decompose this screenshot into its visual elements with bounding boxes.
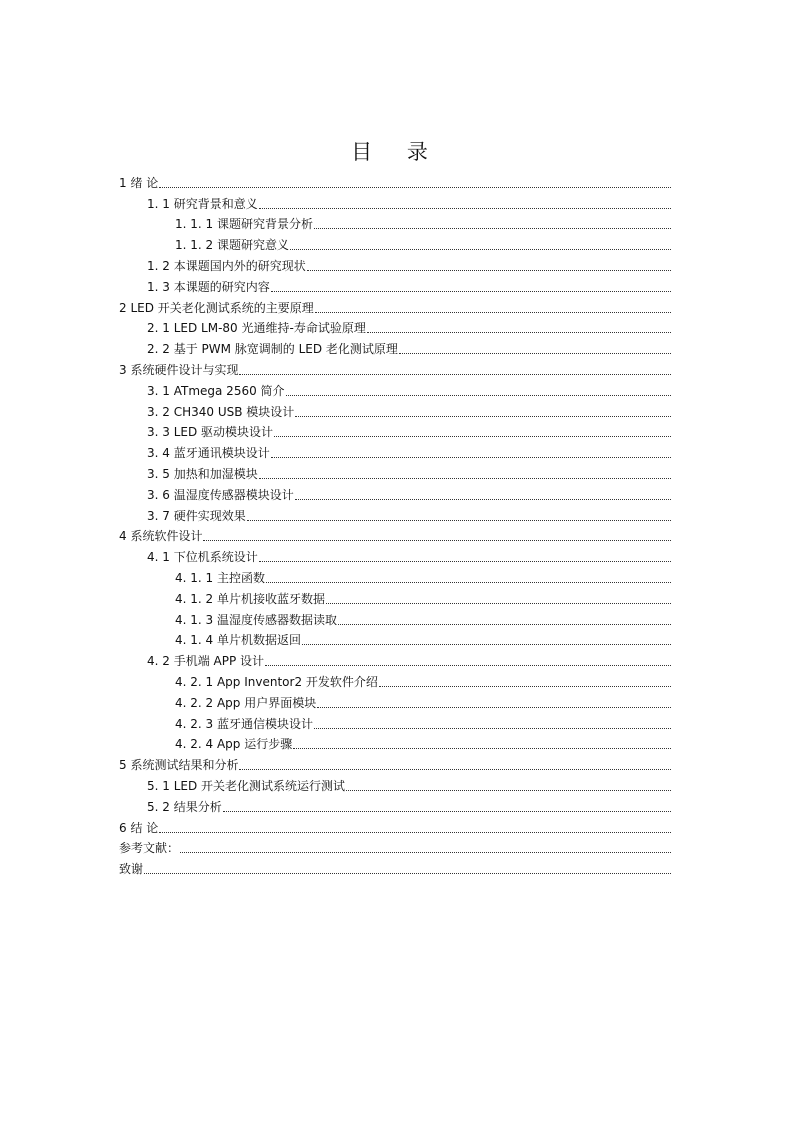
- toc-entry-text: 4. 1. 2 单片机接收蓝牙数据: [175, 591, 325, 606]
- table-of-contents: [119, 170, 671, 877]
- toc-entry[interactable]: [119, 461, 671, 482]
- toc-entry[interactable]: [119, 544, 671, 565]
- toc-entry-text: 4. 1. 3 温湿度传感器数据读取: [175, 612, 337, 627]
- dot-leader: [144, 872, 671, 874]
- toc-entry-text: 4. 1. 1 主控函数: [175, 570, 265, 585]
- toc-entry[interactable]: [119, 648, 671, 669]
- toc-entry-text: 3 系统硬件设计与实现: [119, 362, 239, 377]
- toc-entry[interactable]: [119, 524, 671, 545]
- toc-entry-text: 4 系统软件设计: [119, 529, 203, 544]
- dot-leader: [307, 269, 671, 271]
- toc-entry[interactable]: [119, 212, 671, 233]
- toc-entry[interactable]: [119, 274, 671, 295]
- dot-leader: [203, 539, 671, 541]
- toc-entry-text: 3. 5 加热和加湿模块: [147, 466, 258, 481]
- dot-leader: [239, 768, 671, 770]
- dot-leader: [314, 227, 671, 229]
- toc-entry[interactable]: [119, 711, 671, 732]
- dot-leader: [295, 498, 671, 500]
- dot-leader: [346, 789, 671, 791]
- dot-leader: [302, 643, 671, 645]
- dot-leader: [274, 435, 671, 437]
- dot-leader: [266, 581, 671, 583]
- toc-entry[interactable]: [119, 815, 671, 836]
- toc-entry[interactable]: [119, 170, 671, 191]
- toc-entry-text: 致谢: [119, 862, 144, 877]
- toc-entry-text: 4. 2. 2 App 用户界面模块: [175, 695, 317, 710]
- toc-entry[interactable]: [119, 856, 671, 877]
- toc-entry[interactable]: [119, 253, 671, 274]
- toc-entry[interactable]: [119, 482, 671, 503]
- dot-leader: [286, 394, 671, 396]
- dot-leader: [314, 727, 671, 729]
- dot-leader: [259, 477, 671, 479]
- toc-entry[interactable]: [119, 794, 671, 815]
- toc-entry-text: 1. 1. 1 课题研究背景分析: [175, 217, 313, 232]
- dot-leader: [293, 747, 671, 749]
- toc-entry[interactable]: [119, 773, 671, 794]
- toc-entry-text: 1. 1. 2 课题研究意义: [175, 238, 289, 253]
- toc-entry-text: 参考文献：: [119, 841, 180, 856]
- toc-entry[interactable]: [119, 316, 671, 337]
- toc-entry-text: 6 结 论: [119, 820, 159, 835]
- toc-entry[interactable]: [119, 232, 671, 253]
- toc-entry-text: 5 系统测试结果和分析: [119, 758, 239, 773]
- toc-entry-text: 1 绪 论: [119, 175, 159, 190]
- toc-entry[interactable]: [119, 669, 671, 690]
- toc-entry[interactable]: [119, 440, 671, 461]
- toc-entry-text: 4. 2. 1 App Inventor2 开发软件介绍: [175, 674, 378, 689]
- dot-leader: [338, 623, 671, 625]
- toc-entry-text: 4. 2 手机端 APP 设计: [147, 654, 265, 669]
- toc-entry[interactable]: [119, 399, 671, 420]
- toc-entry-text: 1. 3 本课题的研究内容: [147, 279, 270, 294]
- toc-entry-text: 3. 7 硬件实现效果: [147, 508, 246, 523]
- toc-entry[interactable]: [119, 565, 671, 586]
- toc-entry[interactable]: [119, 628, 671, 649]
- toc-entry[interactable]: [119, 295, 671, 316]
- dot-leader: [399, 352, 671, 354]
- toc-entry-text: 2. 2 基于 PWM 脉宽调制的 LED 老化测试原理: [147, 342, 398, 357]
- toc-entry[interactable]: [119, 607, 671, 628]
- toc-entry-text: 4. 2. 4 App 运行步骤: [175, 737, 293, 752]
- dot-leader: [315, 311, 671, 313]
- dot-leader: [290, 248, 671, 250]
- toc-entry-text: 4. 1 下位机系统设计: [147, 550, 258, 565]
- dot-leader: [239, 373, 671, 375]
- toc-entry[interactable]: [119, 836, 671, 857]
- dot-leader: [265, 664, 671, 666]
- toc-entry[interactable]: [119, 336, 671, 357]
- dot-leader: [223, 810, 671, 812]
- dot-leader: [295, 415, 671, 417]
- dot-leader: [326, 602, 671, 604]
- dot-leader: [247, 519, 671, 521]
- toc-entry-text: 5. 1 LED 开关老化测试系统运行测试: [147, 778, 346, 793]
- toc-title: 目 录: [351, 140, 442, 164]
- toc-entry[interactable]: [119, 420, 671, 441]
- toc-entry-text: 3. 1 ATmega 2560 简介: [147, 383, 285, 398]
- dot-leader: [317, 706, 671, 708]
- toc-entry-text: 5. 2 结果分析: [147, 799, 222, 814]
- dot-leader: [159, 186, 671, 188]
- dot-leader: [379, 685, 671, 687]
- toc-entry[interactable]: [119, 752, 671, 773]
- dot-leader: [259, 207, 671, 209]
- toc-entry[interactable]: [119, 732, 671, 753]
- dot-leader: [180, 851, 671, 853]
- toc-entry[interactable]: [119, 378, 671, 399]
- toc-entry-text: 3. 4 蓝牙通讯模块设计: [147, 446, 270, 461]
- dot-leader: [367, 331, 671, 333]
- toc-entry[interactable]: [119, 690, 671, 711]
- toc-entry-text: 4. 1. 4 单片机数据返回: [175, 633, 301, 648]
- toc-entry-text: 3. 6 温湿度传感器模块设计: [147, 487, 294, 502]
- toc-entry[interactable]: [119, 357, 671, 378]
- toc-entry-text: 2 LED 开关老化测试系统的主要原理: [119, 300, 314, 315]
- toc-entry-text: 1. 1 研究背景和意义: [147, 196, 258, 211]
- toc-entry-text: 3. 2 CH340 USB 模块设计: [147, 404, 295, 419]
- toc-entry[interactable]: [119, 503, 671, 524]
- toc-entry-text: 4. 2. 3 蓝牙通信模块设计: [175, 716, 313, 731]
- toc-entry-text: 1. 2 本课题国内外的研究现状: [147, 258, 306, 273]
- toc-entry-text: 3. 3 LED 驱动模块设计: [147, 425, 274, 440]
- dot-leader: [271, 456, 671, 458]
- toc-entry[interactable]: [119, 191, 671, 212]
- dot-leader: [159, 831, 671, 833]
- dot-leader: [271, 290, 671, 292]
- toc-entry-text: 2. 1 LED LM-80 光通维持-寿命试验原理: [147, 321, 366, 336]
- toc-entry[interactable]: [119, 586, 671, 607]
- dot-leader: [259, 560, 671, 562]
